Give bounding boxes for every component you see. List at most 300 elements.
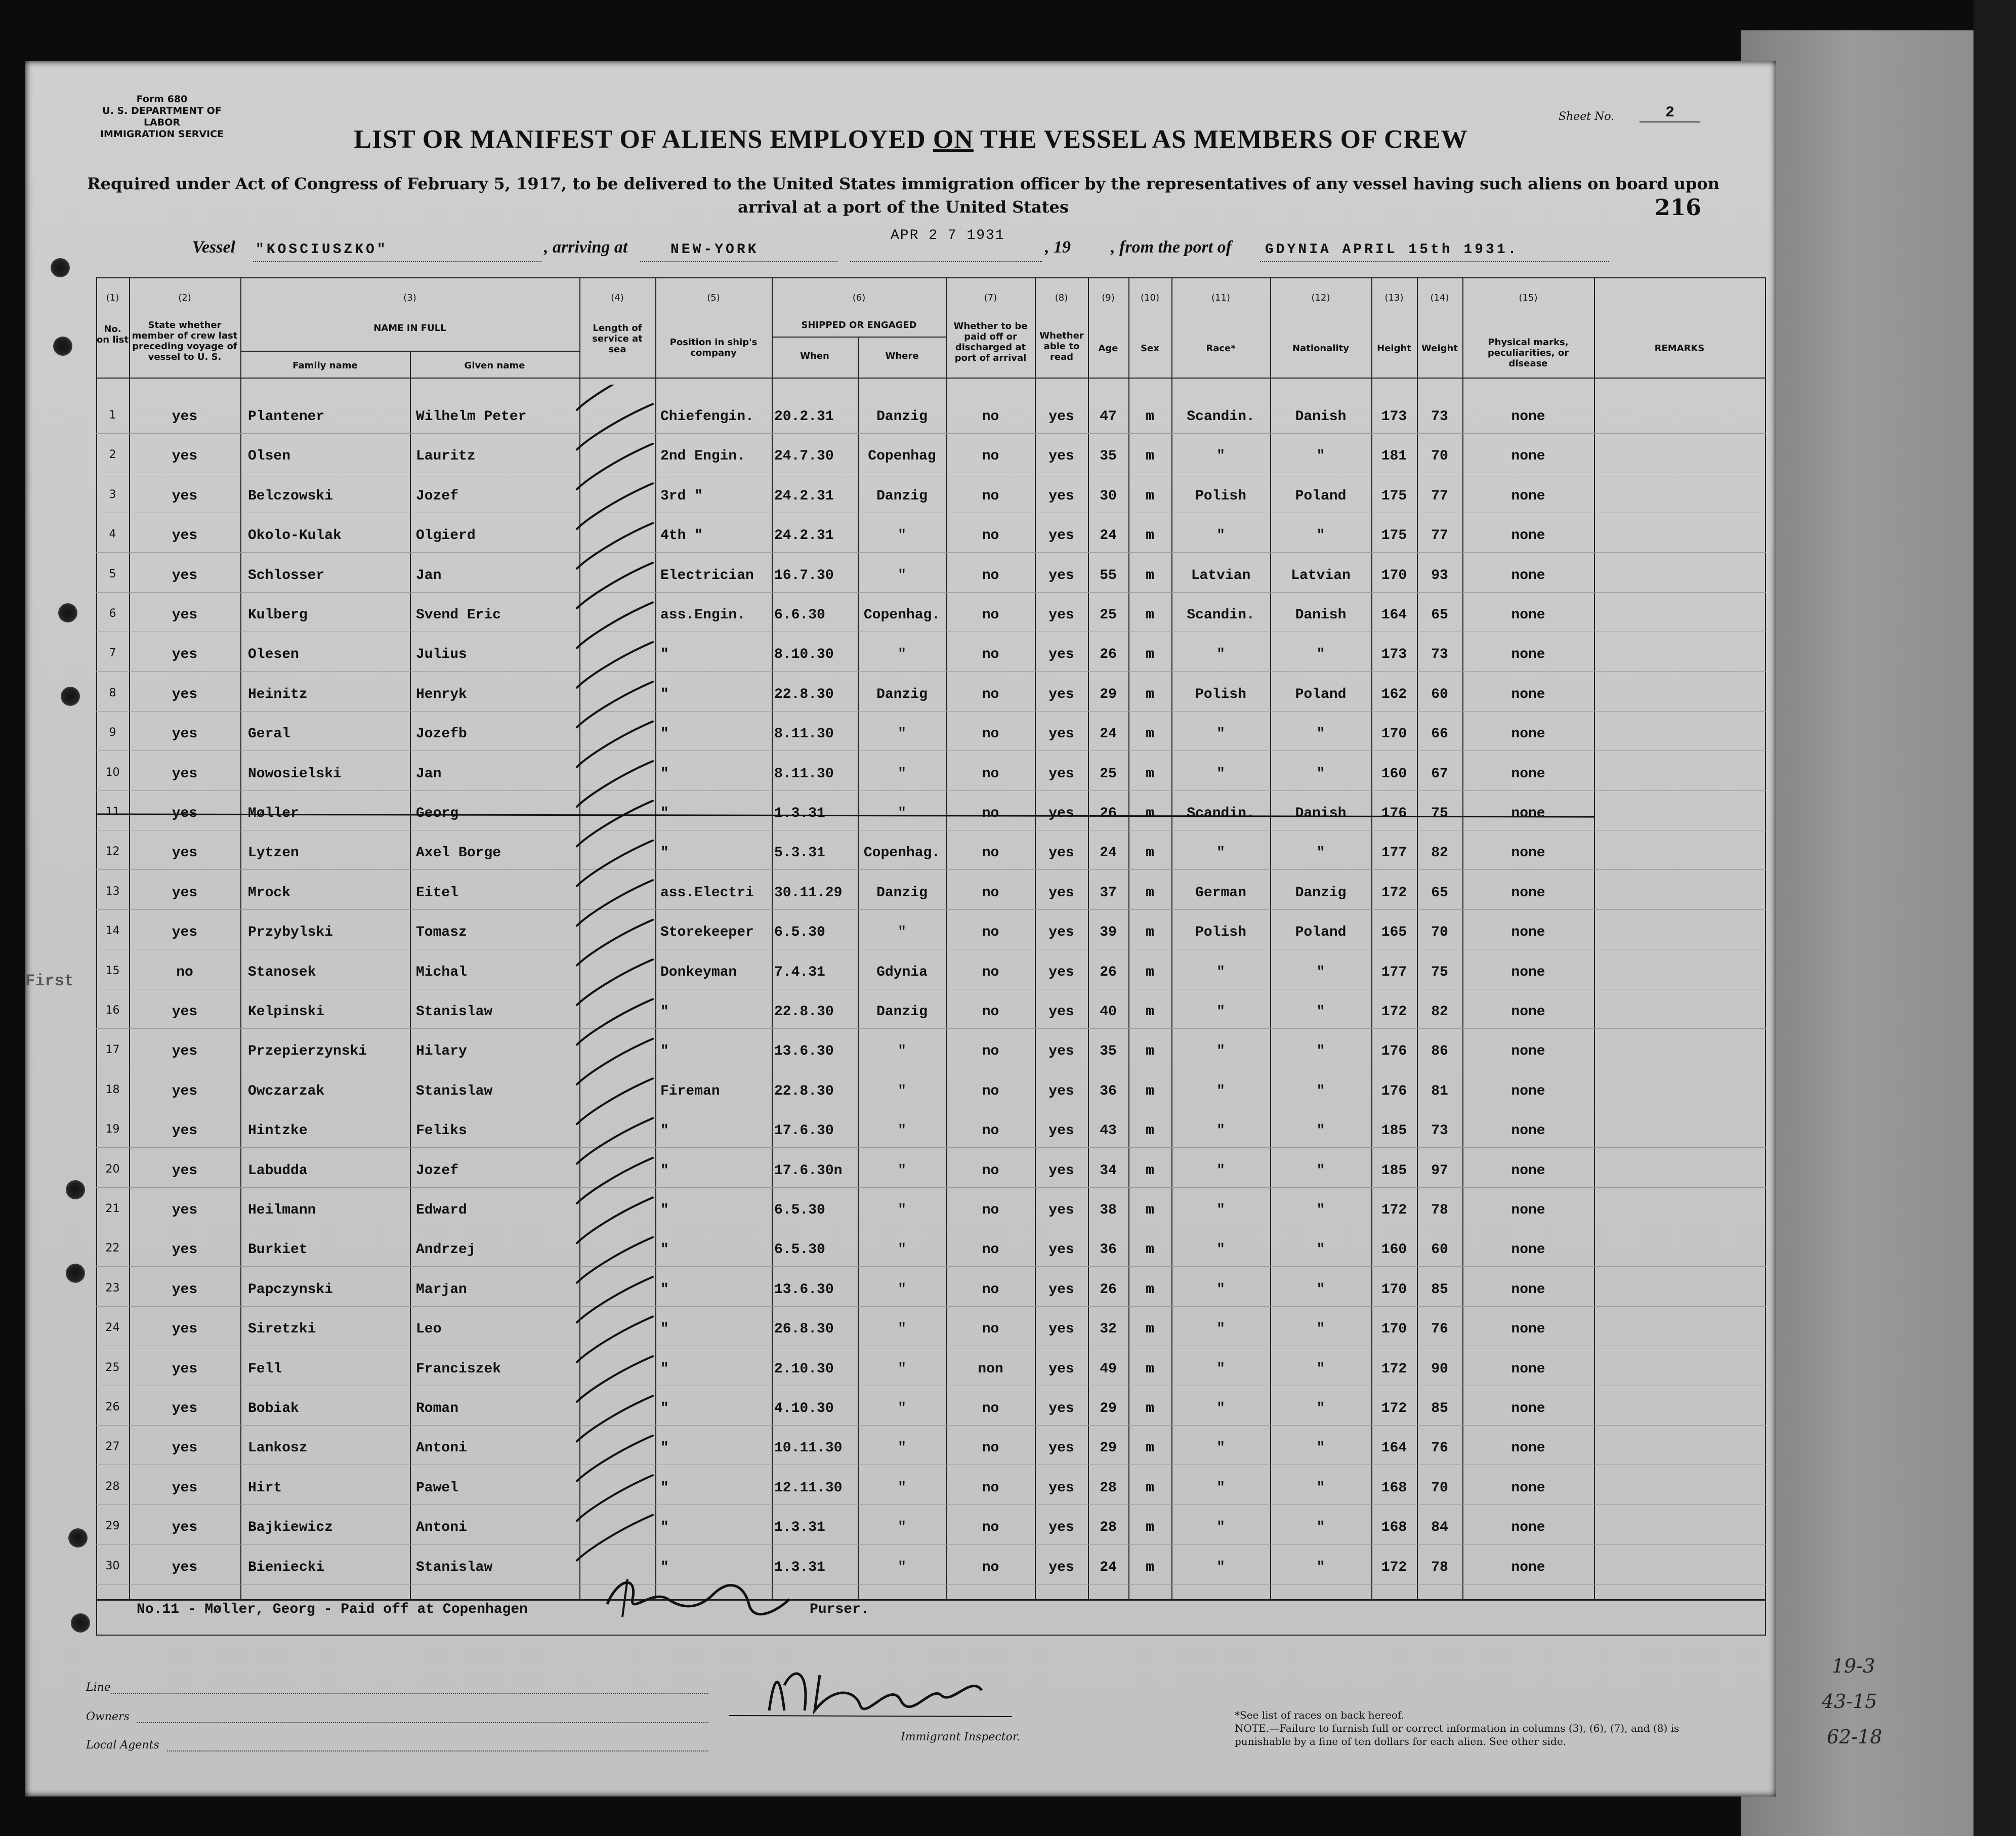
cell-weight: 70 <box>1431 448 1448 465</box>
cell-when: 22.8.30 <box>774 686 834 702</box>
cell-age: 36 <box>1100 1242 1117 1258</box>
cell-position: " <box>660 1401 669 1416</box>
cell-paid: no <box>982 925 999 941</box>
cell-weight: 70 <box>1431 925 1448 941</box>
cell-read: yes <box>1048 1480 1074 1496</box>
cell-sex: m <box>1146 1044 1154 1060</box>
cell-age: 24 <box>1100 1559 1117 1575</box>
cell-nat: Danish <box>1295 607 1347 623</box>
arriving-label: , arriving at <box>544 238 628 257</box>
cell-when: 24.7.30 <box>774 448 834 465</box>
cell-phys: none <box>1511 1083 1545 1099</box>
service-name: IMMIGRATION SERVICE <box>100 129 224 140</box>
department-name: U. S. DEPARTMENT OF LABOR <box>102 105 222 128</box>
cell-position: " <box>660 1004 669 1020</box>
cell-position: 2nd Engin. <box>660 448 746 465</box>
cell-height: 172 <box>1381 1202 1407 1218</box>
cell-given: Stanislaw <box>416 1559 493 1575</box>
cell-family: Lankosz <box>248 1440 308 1456</box>
service-checkmark <box>577 959 653 1005</box>
cell-weight: 82 <box>1431 845 1448 861</box>
cell-nat: Danish <box>1295 806 1347 821</box>
cell-no: 25 <box>105 1361 120 1374</box>
cell-race: " <box>1216 1321 1225 1338</box>
cell-height: 172 <box>1381 1559 1407 1575</box>
cell-weight: 85 <box>1431 1281 1448 1298</box>
cell-state: yes <box>172 1242 198 1258</box>
cell-state: yes <box>172 488 198 504</box>
cell-phys: none <box>1511 1559 1545 1575</box>
cell-phys: none <box>1511 647 1545 663</box>
cell-state: yes <box>172 925 198 941</box>
failure-footnote: NOTE.—Failure to furnish full or correct information in columns (3), (6), (7), and (8) is punishable by a fine of ten dollars for each alien. See other side. <box>1235 1722 1679 1747</box>
cell-age: 32 <box>1100 1321 1117 1338</box>
cell-sex: m <box>1146 567 1154 583</box>
cell-weight: 75 <box>1431 806 1448 821</box>
footnotes <box>1235 1708 1690 1748</box>
cell-state: yes <box>172 647 198 663</box>
cell-read: yes <box>1048 1004 1074 1020</box>
cell-position: " <box>660 726 669 742</box>
cell-given: Jozef <box>416 488 459 504</box>
cell-position: " <box>660 1440 669 1456</box>
cell-read: yes <box>1048 567 1074 583</box>
cell-height: 168 <box>1381 1520 1407 1536</box>
margin-note: 19-3 <box>1832 1655 1875 1677</box>
cell-where: " <box>898 1321 906 1338</box>
service-checkmark <box>577 1118 653 1164</box>
cell-when: 2.10.30 <box>774 1361 834 1377</box>
line-label: Line <box>86 1681 111 1694</box>
cell-read: yes <box>1048 1202 1074 1218</box>
cell-sex: m <box>1146 925 1154 941</box>
col-number: (3) <box>403 293 416 303</box>
cell-given: Antoni <box>416 1520 467 1536</box>
cell-race: Scandin. <box>1187 806 1255 821</box>
cell-family: Siretzki <box>248 1321 316 1338</box>
date-underline <box>850 261 1042 262</box>
cell-family: Heilmann <box>248 1202 316 1218</box>
cell-weight: 73 <box>1431 1123 1448 1139</box>
header-name-in-full: NAME IN FULL <box>373 323 446 333</box>
cell-nat: " <box>1316 1083 1325 1099</box>
cell-family: Bajkiewicz <box>248 1520 333 1536</box>
cell-where: " <box>898 1520 906 1536</box>
cell-sex: m <box>1146 1004 1154 1020</box>
cell-race: " <box>1216 1361 1225 1377</box>
owners-label: Owners <box>86 1710 130 1723</box>
cell-race: " <box>1216 1401 1225 1416</box>
cell-no: 9 <box>109 726 116 739</box>
cell-nat: Danzig <box>1295 885 1347 901</box>
cell-family: Lytzen <box>248 845 299 861</box>
cell-race: " <box>1216 647 1225 663</box>
cell-no: 26 <box>105 1401 120 1413</box>
header-weight: Weight <box>1421 343 1458 354</box>
binder-hole <box>68 1528 88 1548</box>
cell-race: Latvian <box>1191 567 1251 583</box>
cell-no: 16 <box>105 1004 120 1017</box>
cell-state: yes <box>172 1123 198 1139</box>
cell-nat: Poland <box>1295 925 1347 941</box>
cell-sex: m <box>1146 1480 1154 1496</box>
cell-race: " <box>1216 1004 1225 1020</box>
cell-no: 29 <box>105 1520 120 1533</box>
header-able-read: Whether able to read <box>1039 330 1084 362</box>
cell-nat: " <box>1316 1202 1325 1218</box>
col-line <box>96 277 97 1635</box>
cell-state: yes <box>172 1440 198 1456</box>
cell-paid: no <box>982 806 999 821</box>
cell-given: Pawel <box>416 1480 459 1496</box>
cell-given: Axel Borge <box>416 845 501 861</box>
cell-read: yes <box>1048 845 1074 861</box>
arrival-port: NEW-YORK <box>670 242 759 258</box>
cell-phys: none <box>1511 1401 1545 1416</box>
cell-read: yes <box>1048 766 1074 782</box>
margin-first-note: First <box>25 972 74 990</box>
local-agents-field <box>167 1750 708 1751</box>
cell-position: Fireman <box>660 1083 720 1099</box>
cell-where: " <box>898 528 906 544</box>
cell-where: Danzig <box>876 686 928 702</box>
cell-weight: 60 <box>1431 686 1448 702</box>
cell-race: " <box>1216 1480 1225 1496</box>
cell-read: yes <box>1048 1559 1074 1575</box>
form-number: Form 680 <box>136 94 188 105</box>
header-state-whether: State whether member of crew last preceding voyage of vessel to U. S. <box>132 320 238 362</box>
cell-read: yes <box>1048 925 1074 941</box>
cell-read: yes <box>1048 1162 1074 1179</box>
cell-nat: " <box>1316 1559 1325 1575</box>
cell-state: yes <box>172 726 198 742</box>
service-checkmarks <box>557 385 708 1619</box>
cell-phys: none <box>1511 567 1545 583</box>
cell-position: " <box>660 1559 669 1575</box>
cell-family: Heinitz <box>248 686 308 702</box>
cell-weight: 66 <box>1431 726 1448 742</box>
header-shipped-engaged: SHIPPED OR ENGAGED <box>801 320 917 330</box>
row-rule <box>96 671 1766 672</box>
cell-paid: no <box>982 1242 999 1258</box>
cell-when: 8.10.30 <box>774 647 834 663</box>
cell-height: 160 <box>1381 766 1407 782</box>
cell-phys: none <box>1511 607 1545 623</box>
binder-hole <box>71 1613 90 1633</box>
cell-phys: none <box>1511 1004 1545 1020</box>
col-number: (13) <box>1384 293 1404 303</box>
cell-position: " <box>660 766 669 782</box>
cell-phys: none <box>1511 409 1545 425</box>
cell-age: 35 <box>1100 448 1117 465</box>
cell-state: yes <box>172 448 198 465</box>
binder-hole <box>51 258 70 277</box>
header-length-service: Length of service at sea <box>592 323 643 355</box>
header-no-on-list: No. on list <box>96 324 129 345</box>
cell-age: 39 <box>1100 925 1117 941</box>
service-checkmark <box>577 385 653 410</box>
cell-state: yes <box>172 1202 198 1218</box>
cell-no: 6 <box>109 607 116 620</box>
cell-where: " <box>898 1361 906 1377</box>
service-checkmark <box>577 1396 653 1441</box>
cell-age: 35 <box>1100 1044 1117 1060</box>
cell-family: Bieniecki <box>248 1559 325 1575</box>
service-checkmark <box>577 483 653 529</box>
cell-position: Storekeeper <box>660 925 754 941</box>
cell-read: yes <box>1048 1361 1074 1377</box>
service-checkmark <box>577 761 653 807</box>
row-rule <box>96 1544 1766 1545</box>
cell-weight: 75 <box>1431 964 1448 980</box>
col-number: (11) <box>1211 293 1230 303</box>
table-border <box>96 277 1766 278</box>
cell-nat: " <box>1316 1242 1325 1258</box>
cell-sex: m <box>1146 1321 1154 1338</box>
cell-sex: m <box>1146 528 1154 544</box>
service-checkmark <box>577 1078 653 1124</box>
cell-age: 25 <box>1100 766 1117 782</box>
cell-given: Roman <box>416 1401 459 1416</box>
header-family-name: Family name <box>292 360 358 371</box>
cell-nat: " <box>1316 1281 1325 1298</box>
cell-where: Copenhag. <box>863 845 941 861</box>
cell-when: 8.11.30 <box>774 766 834 782</box>
cell-sex: m <box>1146 964 1154 980</box>
cell-no: 4 <box>109 528 116 541</box>
cell-where: Danzig <box>876 488 928 504</box>
cell-read: yes <box>1048 488 1074 504</box>
cell-sex: m <box>1146 1083 1154 1099</box>
cell-where: " <box>898 1480 906 1496</box>
cell-race: " <box>1216 528 1225 544</box>
cell-position: " <box>660 1480 669 1496</box>
cell-race: Polish <box>1195 488 1246 504</box>
cell-age: 29 <box>1100 1401 1117 1416</box>
purser-label: Purser. <box>810 1602 869 1617</box>
cell-no: 14 <box>105 925 120 938</box>
cell-nat: " <box>1316 1440 1325 1456</box>
cell-where: Danzig <box>876 409 928 425</box>
cell-race: Polish <box>1195 925 1246 941</box>
cell-position: 3rd " <box>660 488 703 504</box>
cell-weight: 85 <box>1431 1401 1448 1416</box>
service-checkmark <box>577 642 653 688</box>
cell-paid: no <box>982 607 999 623</box>
cell-race: " <box>1216 1559 1225 1575</box>
cell-age: 28 <box>1100 1520 1117 1536</box>
header-position: Position in ship's company <box>669 337 758 358</box>
service-checkmark <box>577 1317 653 1362</box>
cell-given: Antoni <box>416 1440 467 1456</box>
cell-position: " <box>660 1123 669 1139</box>
cell-state: yes <box>172 1361 198 1377</box>
cell-no: 5 <box>109 567 116 580</box>
cell-where: " <box>898 1123 906 1139</box>
cell-phys: none <box>1511 925 1545 941</box>
cell-age: 37 <box>1100 885 1117 901</box>
cell-when: 6.5.30 <box>774 925 825 941</box>
cell-no: 30 <box>105 1559 120 1572</box>
service-checkmark <box>577 523 653 569</box>
cell-position: " <box>660 806 669 821</box>
cell-family: Møller <box>248 806 299 821</box>
cell-weight: 77 <box>1431 488 1448 504</box>
cell-race: Polish <box>1195 686 1246 702</box>
cell-race: " <box>1216 1242 1225 1258</box>
cell-phys: none <box>1511 766 1545 782</box>
cell-position: " <box>660 647 669 663</box>
cell-given: Wilhelm Peter <box>416 409 527 425</box>
cell-phys: none <box>1511 1202 1545 1218</box>
cell-where: " <box>898 647 906 663</box>
service-checkmark <box>577 722 653 767</box>
cell-family: Kelpinski <box>248 1004 325 1020</box>
cell-no: 1 <box>109 409 116 422</box>
cell-weight: 65 <box>1431 607 1448 623</box>
table-border <box>96 1635 1766 1636</box>
cell-no: 20 <box>105 1162 120 1176</box>
cell-weight: 82 <box>1431 1004 1448 1020</box>
cell-nat: " <box>1316 1004 1325 1020</box>
cell-race: " <box>1216 1520 1225 1536</box>
cell-state: yes <box>172 607 198 623</box>
cell-sex: m <box>1146 1162 1154 1179</box>
local-agents-label: Local Agents <box>86 1739 159 1751</box>
cell-family: Nowosielski <box>248 766 342 782</box>
cell-position: " <box>660 1520 669 1536</box>
service-checkmark <box>577 602 653 648</box>
header-given-name: Given name <box>464 360 525 371</box>
row-rule <box>96 1028 1766 1029</box>
cell-where: " <box>898 1559 906 1575</box>
cell-paid: no <box>982 528 999 544</box>
service-checkmark <box>577 444 653 489</box>
owners-field <box>137 1722 708 1723</box>
cell-where: " <box>898 1242 906 1258</box>
service-checkmark <box>577 1039 653 1084</box>
cell-nat: " <box>1316 726 1325 742</box>
cell-family: Przybylski <box>248 925 333 941</box>
cell-nat: " <box>1316 647 1325 663</box>
cell-no: 23 <box>105 1281 120 1295</box>
cell-position: " <box>660 1162 669 1179</box>
cell-position: " <box>660 1242 669 1258</box>
cell-when: 1.3.31 <box>774 806 825 821</box>
cell-when: 13.6.30 <box>774 1281 834 1298</box>
cell-phys: none <box>1511 1361 1545 1377</box>
cell-weight: 78 <box>1431 1202 1448 1218</box>
cell-weight: 65 <box>1431 885 1448 901</box>
cell-state: yes <box>172 1281 198 1298</box>
cell-when: 16.7.30 <box>774 567 834 583</box>
cell-state: yes <box>172 686 198 702</box>
cell-sex: m <box>1146 1520 1154 1536</box>
cell-state: yes <box>172 885 198 901</box>
cell-read: yes <box>1048 806 1074 821</box>
row-rule <box>96 909 1766 910</box>
cell-no: 3 <box>109 488 116 501</box>
cell-where: " <box>898 1083 906 1099</box>
header-height: Height <box>1377 343 1411 354</box>
cell-paid: no <box>982 409 999 425</box>
cell-no: 28 <box>105 1480 120 1493</box>
cell-height: 165 <box>1381 925 1407 941</box>
background-edge <box>1973 0 2016 1836</box>
cell-nat: " <box>1316 1480 1325 1496</box>
cell-position: " <box>660 1044 669 1060</box>
cell-height: 185 <box>1381 1162 1407 1179</box>
cell-height: 181 <box>1381 448 1407 465</box>
vessel-name: "KOSCIUSZKO" <box>256 242 388 258</box>
arrival-underline <box>640 261 837 262</box>
cell-phys: none <box>1511 1162 1545 1179</box>
cell-weight: 97 <box>1431 1162 1448 1179</box>
cell-family: Belczowski <box>248 488 333 504</box>
cell-no: 8 <box>109 686 116 699</box>
cell-paid: no <box>982 1321 999 1338</box>
cell-when: 8.11.30 <box>774 726 834 742</box>
row-rule <box>96 750 1766 751</box>
cell-phys: none <box>1511 806 1545 821</box>
cell-when: 7.4.31 <box>774 964 825 980</box>
footer-note: No.11 - Møller, Georg - Paid off at Copenhagen <box>137 1602 528 1617</box>
service-checkmark <box>577 682 653 727</box>
document-subtitle: Required under Act of Congress of February 5, 1917, to be delivered to the United States immigration officer by the representatives of any vessel having such aliens on board upon arrival at a port of the United States <box>87 174 1719 217</box>
purser-signature <box>597 1569 800 1624</box>
cell-age: 38 <box>1100 1202 1117 1218</box>
col-line <box>410 351 411 1599</box>
cell-height: 172 <box>1381 885 1407 901</box>
cell-read: yes <box>1048 885 1074 901</box>
cell-phys: none <box>1511 1281 1545 1298</box>
cell-height: 164 <box>1381 1440 1407 1456</box>
cell-age: 55 <box>1100 567 1117 583</box>
cell-family: Bobiak <box>248 1401 299 1416</box>
cell-sex: m <box>1146 647 1154 663</box>
cell-age: 29 <box>1100 686 1117 702</box>
cell-paid: no <box>982 1044 999 1060</box>
cell-paid: no <box>982 488 999 504</box>
cell-height: 173 <box>1381 647 1407 663</box>
cell-family: Schlosser <box>248 567 325 583</box>
document-title <box>152 124 1670 154</box>
cell-read: yes <box>1048 409 1074 425</box>
cell-paid: no <box>982 1401 999 1416</box>
cell-no: 22 <box>105 1242 120 1255</box>
cell-paid: no <box>982 448 999 465</box>
col-number: (15) <box>1519 293 1538 303</box>
cell-paid: no <box>982 726 999 742</box>
cell-nat: Latvian <box>1291 567 1351 583</box>
cell-sex: m <box>1146 1401 1154 1416</box>
cell-height: 170 <box>1381 726 1407 742</box>
title-part: LIST OR MANIFEST OF ALIENS EMPLOYED <box>354 125 933 154</box>
cell-height: 160 <box>1381 1242 1407 1258</box>
cell-paid: no <box>982 885 999 901</box>
cell-sex: m <box>1146 448 1154 465</box>
cell-weight: 76 <box>1431 1440 1448 1456</box>
inspector-label: Immigrant Inspector. <box>901 1731 1020 1743</box>
cell-age: 30 <box>1100 488 1117 504</box>
col-number: (10) <box>1141 293 1159 303</box>
header-sex: Sex <box>1141 343 1159 354</box>
cell-phys: none <box>1511 1123 1545 1139</box>
row-rule <box>96 1306 1766 1307</box>
header-nationality: Nationality <box>1292 343 1349 354</box>
cell-when: 1.3.31 <box>774 1559 825 1575</box>
cell-family: Plantener <box>248 409 325 425</box>
